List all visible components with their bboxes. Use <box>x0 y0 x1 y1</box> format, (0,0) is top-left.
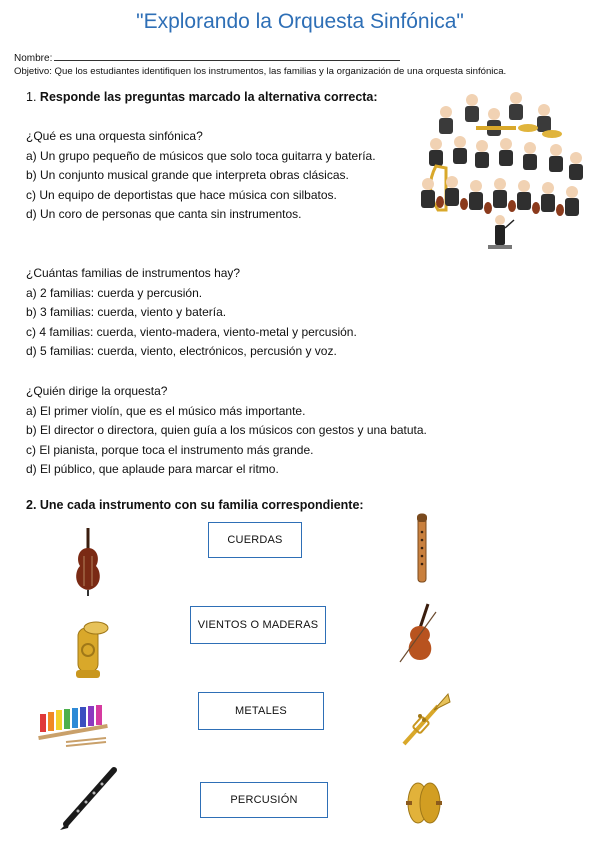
option-c[interactable]: c) Un equipo de deportistas que hace música con silbatos. <box>26 187 337 202</box>
family-box-percusion[interactable]: PERCUSIÓN <box>200 782 328 818</box>
option-d[interactable]: d) El público, que aplaude para marcar el ritmo. <box>26 462 279 477</box>
option-a[interactable]: a) 2 familias: cuerda y percusión. <box>26 285 203 300</box>
section2-heading <box>26 498 364 512</box>
recorder-icon[interactable] <box>412 512 432 586</box>
option-a[interactable]: a) El primer violín, que es el músico más importante. <box>26 403 306 418</box>
question-3 <box>26 382 427 480</box>
section1-number: 1. <box>26 90 37 104</box>
option-b[interactable]: b) Un conjunto musical grande que interpreta obras clásicas. <box>26 168 349 183</box>
name-field[interactable] <box>14 52 400 64</box>
option-b[interactable]: b) 3 familias: cuerda, viento y batería. <box>26 305 227 320</box>
section1-heading <box>26 90 378 104</box>
family-box-vientos-maderas[interactable]: VIENTOS O MADERAS <box>190 606 326 644</box>
name-label: Nombre: <box>14 53 53 64</box>
option-c[interactable]: c) El pianista, porque toca el instrumento más grande. <box>26 442 314 457</box>
question-1 <box>26 127 376 225</box>
violin-icon[interactable] <box>398 602 440 666</box>
double-bass-icon[interactable] <box>70 526 106 598</box>
option-c[interactable]: c) 4 familias: cuerda, viento-madera, viento-metal y percusión. <box>26 324 357 339</box>
family-box-metales[interactable]: METALES <box>198 692 324 730</box>
section2-title: 2. Une cada instrumento con su familia correspondiente: <box>26 498 364 512</box>
option-d[interactable]: d) Un coro de personas que canta sin instrumentos. <box>26 207 302 222</box>
xylophone-icon[interactable] <box>36 700 112 748</box>
section1-title: Responde las preguntas marcado la alternativa correcta: <box>39 90 378 104</box>
cymbals-icon[interactable] <box>404 778 444 828</box>
question-2 <box>26 264 357 362</box>
question-prompt: ¿Cuántas familias de instrumentos hay? <box>26 266 241 280</box>
clarinet-icon[interactable] <box>58 766 120 832</box>
orchestra-illustration <box>416 88 586 256</box>
worksheet-title: "Explorando la Orquesta Sinfónica" <box>136 10 464 33</box>
question-prompt: ¿Qué es una orquesta sinfónica? <box>26 129 203 143</box>
option-d[interactable]: d) 5 familias: cuerda, viento, electrónicos, percusión y voz. <box>26 344 337 359</box>
trumpet-icon[interactable] <box>398 692 452 750</box>
family-box-cuerdas[interactable]: CUERDAS <box>208 522 302 558</box>
objective-text: Objetivo: Que los estudiantes identifiquen los instrumentos, las familias y la organización de una orquesta sinfónica. <box>14 66 507 77</box>
question-prompt: ¿Quién dirige la orquesta? <box>26 384 168 398</box>
option-a[interactable]: a) Un grupo pequeño de músicos que solo toca guitarra y batería. <box>26 148 376 163</box>
option-b[interactable]: b) El director o directora, quien guía a los músicos con gestos y una batuta. <box>26 423 427 438</box>
tuba-icon[interactable] <box>70 620 110 682</box>
name-line[interactable] <box>54 52 400 61</box>
